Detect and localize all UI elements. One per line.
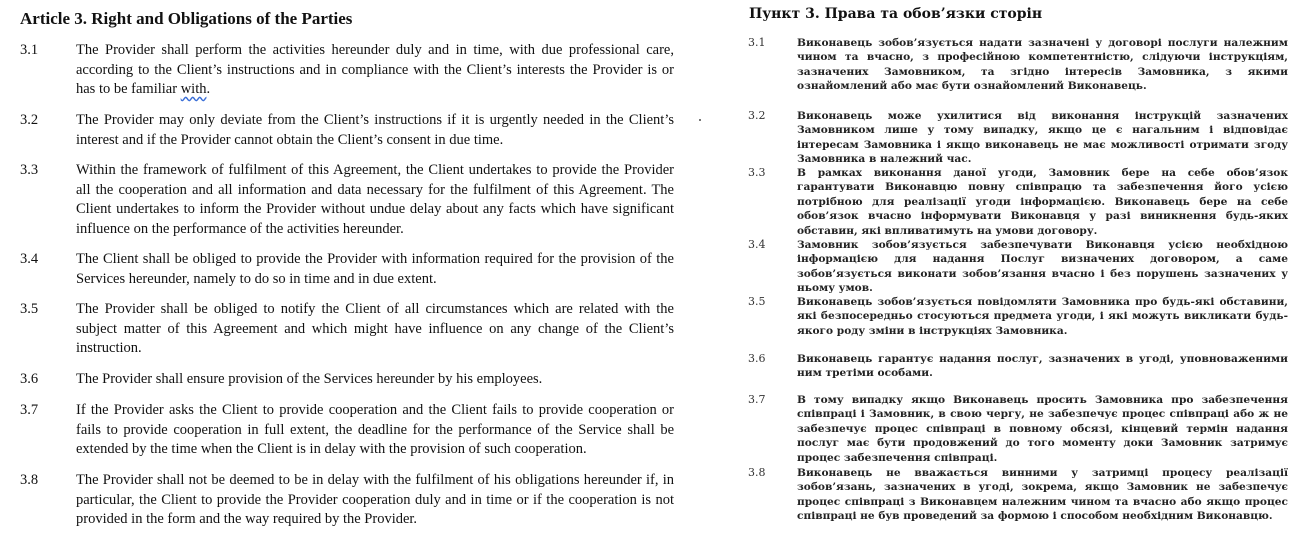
clause-number: 3.5 [20, 301, 39, 317]
english-clause-3-1 [20, 41, 674, 100]
clause-text: The Provider shall not be deemed to be in delay with the fulfilment of his obligations hereunder if, in particular, the Client to provide the Provider cooperation duly and in time or if the cooperation is not provided in the form and the way required by the Provider. [76, 472, 674, 527]
clause-number: 3.5 [748, 295, 766, 308]
english-clause-3-2 [20, 111, 674, 150]
clause-number: 3.6 [20, 371, 39, 387]
clause-number: 3.4 [20, 251, 39, 267]
clause-text: If the Provider asks the Client to provide cooperation and the Client fails to provide cooperation or fails to provide cooperation in full extent, the deadline for the performance of the Service shall be extended by the time when the Client is in delay with the provision of such cooperation. [76, 402, 674, 457]
clause-text: В тому випадку якщо Виконавець просить Замовника про забезпечення співпраці і Замовник, в свою чергу, не забезпечує процес співпраці або ж не забезпечує процес співпраці в повному обсязі, кінцевий термін надання послуг має бути продовжений до того моменту доки Замовник затримує процес забезпечення співпраці. [797, 394, 1288, 464]
ukrainian-clause-3-7 [748, 393, 1288, 465]
clause-number: 3.8 [20, 472, 39, 488]
clause-number: 3.7 [20, 402, 39, 418]
clause-text: В рамках виконання даної угоди, Замовник бере на себе обов’язок гарантувати Виконавцю повну співпрацю та забезпечення його усією потрібною для реалізації угоди інформацією. Виконавець бере на себе обов’язок вчасно інформувати Виконавця у разі виникнення будь-яких обставин, які впливатимуть на умови договору. [797, 167, 1288, 237]
clause-text: Виконавець зобов’язується надати зазначені у договорі послуги належним чином та вчасно, з професійною компетентністю, слідуючи інструкціям, зазначених Замовником, та згідно інтересів Замовника, з якими ознайомлений або має бути ознайомлений Виконавець. [797, 37, 1288, 93]
clause-text: The Provider shall ensure provision of the Services hereunder by his employees. [76, 371, 543, 387]
ukrainian-clause-3-2 [748, 109, 1288, 167]
english-clause-3-4 [20, 250, 674, 289]
ukrainian-clause-3-5 [748, 295, 1288, 338]
clause-number: 3.3 [748, 166, 766, 179]
clause-number: 3.7 [748, 393, 766, 406]
clause-number: 3.4 [748, 238, 766, 251]
english-clause-3-3 [20, 161, 674, 239]
english-clause-3-8 [20, 471, 674, 530]
ukrainian-clause-3-4 [748, 238, 1288, 296]
clause-text: The Provider shall perform the activities hereunder duly and in time, with due professional care, according to the Client’s instructions and in compliance with the Client’s interests the Provider is or has to be familiar with. [76, 42, 674, 97]
clause-text: Виконавець не вважається винними у затримці процесу реалізації зобов’язань, зазначених в угоді, зокрема, якщо Замовник не забезпечує процес співпраці з Виконавцем належним чином та вчасно або якщо процес співпраці не був проведений за формою і способом необхідним Виконавцю. [797, 467, 1288, 523]
clause-text: The Client shall be obliged to provide the Provider with information required for the provision of the Services hereunder, namely to do so in time and in due extent. [76, 251, 674, 287]
ukrainian-clause-3-1 [748, 36, 1288, 94]
ukrainian-article-title: Пункт 3. Права та обов’язки сторін [749, 6, 1043, 22]
ukrainian-clause-3-6 [748, 352, 1288, 381]
clause-text: Виконавець гарантує надання послуг, зазначених в угоді, уповноваженими ним третіми особами. [797, 353, 1288, 380]
clause-text: The Provider shall be obliged to notify the Client of all circumstances which are related with the subject matter of this Agreement and which might have influence on any change of the Client’s instruction. [76, 301, 674, 356]
clause-number: 3.3 [20, 162, 39, 178]
clause-text: The Provider may only deviate from the Client’s instructions if it is urgently needed in the Client’s interest and if the Provider cannot obtain the Client’s consent in due time. [76, 112, 674, 148]
clause-text: Замовник зобов’язується забезпечувати Виконавця усією необхідною інформацією для надання Послуг визначених договором, а саме зобов’язується виконати зобов’язання вчасно і без порушень зазначених у ньому умов. [797, 239, 1288, 295]
ukrainian-clause-3-3 [748, 166, 1288, 238]
clause-number: 3.1 [748, 36, 766, 49]
clause-text: Within the framework of fulfilment of this Agreement, the Client undertakes to provide the Provider all the cooperation and all information and data necessary for the fulfilment of this Agreement. The Client undertakes to inform the Provider without undue delay about any facts which have significant influence on the performance of the activities hereunder. [76, 162, 674, 237]
clause-text: Виконавець може ухилитися від виконання інструкцій зазначених Замовником лише у тому випадку, якщо це є нагальним і відповідає інтересам Замовника і якщо виконавець не має можливості отримати згоду Замовника в належний час. [797, 110, 1288, 166]
stray-dot [699, 119, 701, 121]
clause-number: 3.2 [748, 109, 766, 122]
clause-number: 3.1 [20, 42, 39, 58]
english-clause-3-6 [20, 370, 674, 390]
clause-number: 3.8 [748, 466, 766, 479]
spellcheck-underlined-word: with [180, 81, 207, 97]
ukrainian-clause-3-8 [748, 466, 1288, 524]
clause-text: Виконавець зобов’язується повідомляти Замовника про будь-які обставини, які безпосередньо стосуються предмета угоди, і які можуть викликати будь-якого роду зміни в інструкціях Замовника. [797, 296, 1288, 337]
english-clause-3-7 [20, 401, 674, 460]
english-clause-3-5 [20, 300, 674, 359]
clause-number: 3.2 [20, 112, 39, 128]
english-article-title: Article 3. Right and Obligations of the Parties [20, 9, 353, 28]
clause-number: 3.6 [748, 352, 766, 365]
